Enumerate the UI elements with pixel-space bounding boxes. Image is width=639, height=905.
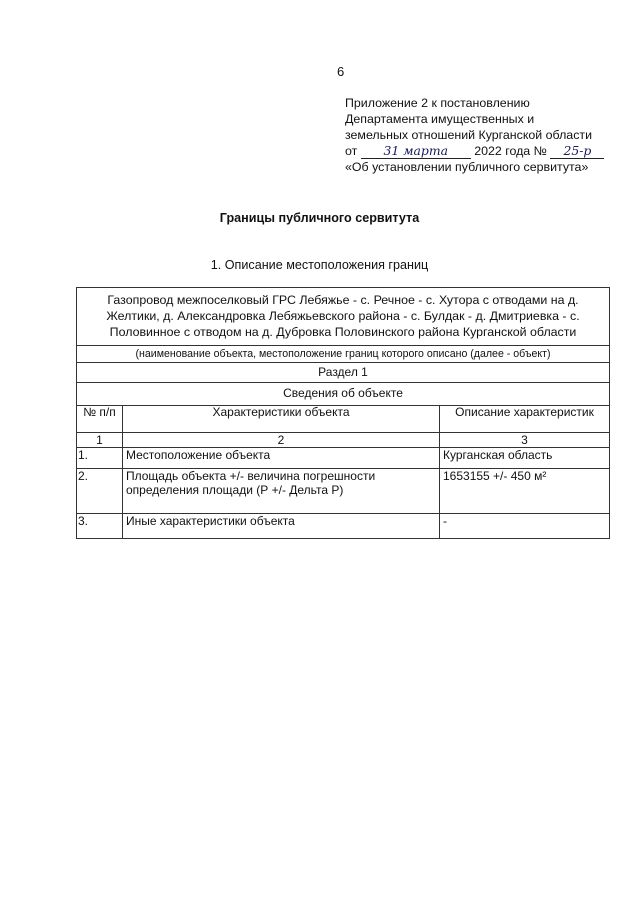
table-row	[77, 469, 610, 514]
appendix-line-5: «Об установлении публичного сервитута»	[345, 160, 589, 174]
row-characteristic: Иные характеристики объекта	[123, 514, 440, 539]
section-title: Раздел 1	[77, 363, 610, 383]
header-description: Описание характеристик	[440, 406, 610, 433]
info-title: Сведения об объекте	[77, 383, 610, 406]
row-characteristic: Площадь объекта +/- величина погрешности определения площади (Р +/- Дельта Р)	[123, 469, 440, 514]
appendix-year: 2022 года №	[474, 144, 547, 158]
table-header-row	[77, 406, 610, 433]
row-num: 2.	[77, 469, 123, 514]
appendix-line-2: Департамента имущественных и	[345, 112, 535, 126]
column-number-row	[77, 433, 610, 448]
row-num: 1.	[77, 448, 123, 469]
column-number-3: 3	[440, 433, 610, 448]
column-number-1: 1	[77, 433, 123, 448]
row-description: 1653155 +/- 450 м²	[440, 469, 610, 514]
row-num: 3.	[77, 514, 123, 539]
table-row	[77, 448, 610, 469]
row-characteristic: Местоположение объекта	[123, 448, 440, 469]
column-number-2: 2	[123, 433, 440, 448]
appendix-line-1: Приложение 2 к постановлению	[345, 96, 530, 110]
appendix-line-3: земельных отношений Курганской области	[345, 128, 592, 142]
appendix-header	[345, 95, 625, 175]
row-description: -	[440, 514, 610, 539]
page-number: 6	[337, 64, 345, 79]
object-caption: (наименование объекта, местоположение границ которого описано (далее - объект)	[77, 346, 610, 363]
handwritten-date: 31 марта	[361, 144, 471, 159]
document-title: Границы публичного сервитута	[219, 211, 420, 225]
object-table	[76, 287, 610, 539]
header-characteristic: Характеристики объекта	[123, 406, 440, 433]
header-num: № п/п	[77, 406, 123, 433]
document-subtitle: 1. Описание местоположения границ	[210, 258, 429, 272]
table-row	[77, 514, 610, 539]
handwritten-number: 25-р	[550, 144, 604, 159]
row-description: Курганская область	[440, 448, 610, 469]
appendix-ot: от	[345, 144, 358, 158]
object-name: Газопровод межпоселковый ГРС Лебяжье - с. Речное - с. Хутора с отводами на д. Желтики, д. Александровка Лебяжьевского района - с. Булдак - д. Дмитриевка - с. Половинное с отводом на д. Дубровка Половинского района Курганской области	[77, 288, 610, 346]
appendix-date-line	[345, 143, 625, 159]
